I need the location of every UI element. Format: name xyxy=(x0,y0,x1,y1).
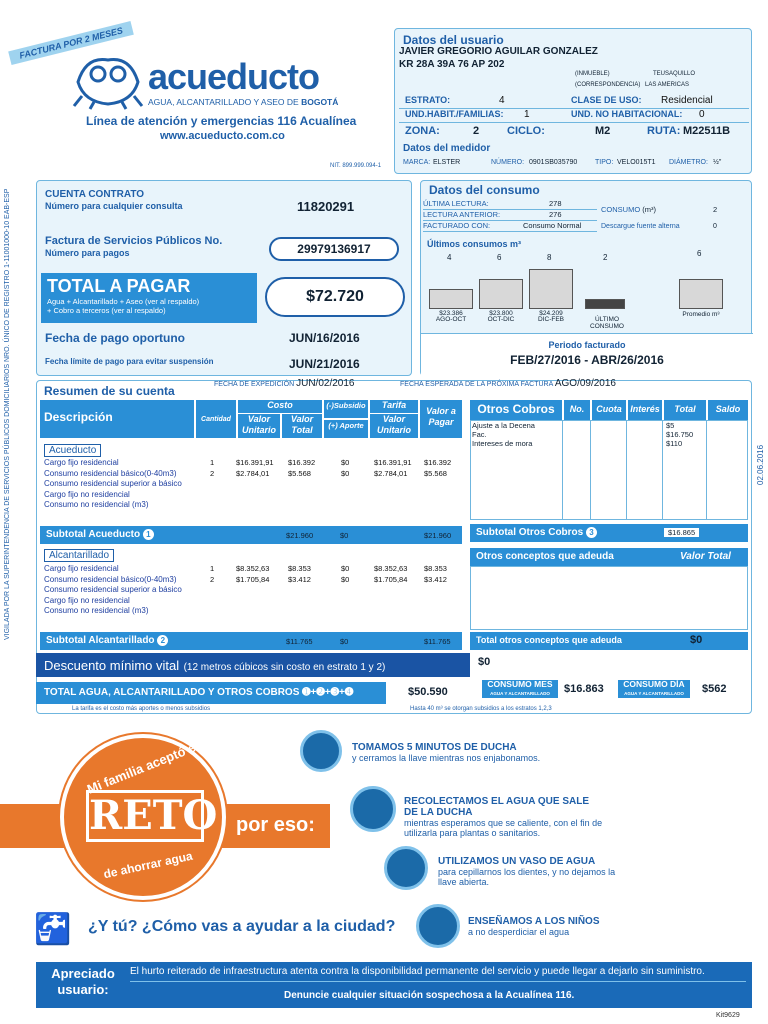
descuento-bar xyxy=(36,653,470,677)
item-label: Cargo fijo no residencial xyxy=(44,489,130,499)
pago-date: JUN/16/2016 xyxy=(289,331,360,345)
cell-value: $5.568 xyxy=(288,468,311,478)
subtotal-alcantarillado xyxy=(40,632,462,650)
und-nohab-label: UND. NO HABITACIONAL: xyxy=(571,109,683,119)
otros-values xyxy=(666,421,693,448)
consumo-mes-label: CONSUMO MES xyxy=(487,679,553,689)
subtotal-acueducto xyxy=(40,526,462,544)
clase-value: Residencial xyxy=(661,95,713,106)
corr-value: LAS AMERICAS xyxy=(645,82,690,88)
chart-category-label: DIC-FEB xyxy=(538,316,564,323)
por-eso: por eso: xyxy=(236,814,315,836)
consumo-mes-sub: AGUA Y ALCANTARILLADO xyxy=(490,691,550,696)
consumption-chart xyxy=(421,249,753,333)
acueducto-items xyxy=(44,458,182,511)
account-panel xyxy=(36,180,412,376)
user-address: KR 28A 39A 76 AP 202 xyxy=(399,59,505,70)
cell-value: $3.412 xyxy=(424,574,447,584)
zona-label: ZONA: xyxy=(405,125,440,137)
otros-item: Ajuste a la Decena xyxy=(472,421,535,430)
cell-value: $3.412 xyxy=(288,574,311,584)
proxima-label: FECHA ESPERADA DE LA PRÓXIMA FACTURA xyxy=(400,381,553,388)
factura-number: 29979136917 xyxy=(269,237,399,261)
subtotal-otros-value: $16.865 xyxy=(664,528,699,537)
total-sub1: Agua + Alcantarillado + Aseo (ver al respaldo) xyxy=(47,297,200,306)
cell-value: $0 xyxy=(341,564,350,573)
subsidio-note: Hasta 40 m³ se otorgan subsidios a los estratos 1,2,3 xyxy=(410,706,552,712)
ruta-label: RUTA: xyxy=(647,125,681,137)
limite-label: Fecha límite de pago para evitar suspensión xyxy=(45,357,214,366)
chart-value-label: 6 xyxy=(497,253,502,262)
ciclo-value: M2 xyxy=(595,125,611,137)
chart-category-label: ÚLTIMO CONSUMO xyxy=(590,316,624,330)
brand-name: acueducto xyxy=(148,56,320,97)
cell-value: $16.392 xyxy=(424,458,452,467)
col-saldo: Saldo xyxy=(708,400,748,420)
otros-items xyxy=(472,421,535,448)
total-cobros-value: $50.590 xyxy=(408,686,448,698)
col-interes: Interés xyxy=(628,400,662,420)
consumo-dia-value: $562 xyxy=(702,683,727,695)
cell-value: $8.352,63 xyxy=(236,564,270,573)
consumo-title: Datos del consumo xyxy=(429,183,540,197)
periodo-label: Periodo facturado xyxy=(548,340,626,350)
valor-total-label: Valor Total xyxy=(680,551,731,562)
item-label: Consumo residencial superior a básico xyxy=(44,479,182,488)
chart-category-label: Promedio m³ xyxy=(682,311,720,318)
facturado-value: Consumo Normal xyxy=(523,221,582,230)
total-sub2: + Cobro a terceros (ver al respaldo) xyxy=(47,306,166,315)
subtotal-otros xyxy=(470,524,748,542)
tip-3: UTILIZAMOS UN VASO DE AGUA para cepillarnos los dientes, y no dejamos la llave abierta. xyxy=(438,856,616,887)
total-label: TOTAL A PAGAR xyxy=(47,276,191,296)
anterior-value: 276 xyxy=(549,210,562,219)
col-tarifa: Tarifa xyxy=(370,400,418,413)
cell-value: $1.705,84 xyxy=(236,574,270,584)
col-otros-cobros: Otros Cobros xyxy=(470,400,562,420)
consumo-dia-sub: AGUA Y ALCANTARILLADO xyxy=(624,691,684,696)
consumo-mes-value: $16.863 xyxy=(564,683,604,695)
corr-label: (CORRESPONDENCIA) xyxy=(575,82,641,88)
item-label: Consumo no residencial (m3) xyxy=(44,500,149,509)
shower-icon xyxy=(300,730,342,772)
circles-sum-icon: ➊+➋+➌+➍ xyxy=(302,687,354,698)
facturado-label: FACTURADO CON: xyxy=(423,221,491,230)
und-hab-value: 1 xyxy=(524,109,530,120)
descargue-label: Descargue fuente alterna xyxy=(601,223,680,230)
item-label: Cargo fijo no residencial xyxy=(44,595,130,605)
proxima-date: AGO/09/2016 xyxy=(554,378,616,389)
ultima-label: ÚLTIMA LECTURA: xyxy=(423,199,489,208)
alcantarillado-items xyxy=(44,564,182,617)
col-costo-vu: Valor Unitario xyxy=(238,414,280,438)
expedicion-label: FECHA DE EXPEDICIÓN xyxy=(214,381,295,388)
descargue-value: 0 xyxy=(713,223,717,230)
col-total: Total xyxy=(664,400,706,420)
anterior-label: LECTURA ANTERIOR: xyxy=(423,210,501,219)
sub-acu-vt: $21.960 xyxy=(286,531,314,540)
total-cobros-label: TOTAL AGUA, ALCANTARILLADO Y OTROS COBROS xyxy=(44,687,300,698)
frog-logo-icon xyxy=(72,52,144,110)
chart-bar xyxy=(479,279,523,309)
cell-value: $8.353 xyxy=(424,564,447,573)
otros-value: $110 xyxy=(666,439,683,448)
numero-label: NÚMERO: xyxy=(491,159,525,166)
descuento-label: Descuento mínimo vital xyxy=(44,658,180,673)
footer-msg: El hurto reiterado de infraestructura atenta contra la disponibilidad permanente del servicio y puede llegar a dejarlo sin suministro. xyxy=(130,966,746,982)
diametro-value: ½" xyxy=(713,159,722,166)
consumo-unit: (m³) xyxy=(642,205,657,214)
col-aporte: (+) Aporte xyxy=(324,420,368,438)
consumo-dia-box xyxy=(618,680,690,698)
cuenta-sub: Número para cualquier consulta xyxy=(45,201,183,211)
total-cobros-bar xyxy=(36,682,386,704)
col-valor-pagar: Valor a Pagar xyxy=(420,400,462,438)
sub-acu-ap: $0 xyxy=(340,531,349,540)
und-nohab-value: 0 xyxy=(699,109,705,120)
cell-value: 1 xyxy=(210,458,215,467)
brand-tagline: AGUA, ALCANTARILLADO Y ASEO DE BOGOTÁ xyxy=(148,97,339,107)
acueducto-section: Acueducto xyxy=(44,444,101,457)
item-label: Consumo residencial superior a básico xyxy=(44,585,182,594)
pago-label: Fecha de pago oportuno xyxy=(45,331,185,345)
chart-bar xyxy=(585,299,625,309)
diametro-label: DIÁMETRO: xyxy=(669,159,708,166)
sub-alc-vp: $11.765 xyxy=(424,637,451,646)
chart-amount-label: $23.386 xyxy=(439,310,463,317)
chart-value-label: 2 xyxy=(603,253,608,262)
item-label: Consumo residencial básico(0-40m3) xyxy=(44,574,177,584)
estrato-label: ESTRATO: xyxy=(405,95,451,105)
col-cuota: Cuota xyxy=(592,400,626,420)
cell-value: 2 xyxy=(210,574,215,584)
col-costo: Costo xyxy=(238,400,322,413)
col-costo-vt: Valor Total xyxy=(282,414,322,438)
cell-value: $0 xyxy=(341,574,350,584)
reto-top-text: Mi familia aceptó el xyxy=(84,738,202,797)
subtotal-acueducto-label: Subtotal Acueducto xyxy=(46,529,141,540)
chart-amount-label: $24.209 xyxy=(539,310,563,317)
side-legal-text: VIGILADA POR LA SUPERINTENDENCIA DE SERVICIOS PÚBLICOS DOMICILIARIOS NRO. ÚNICO DE REGISTRO 1-11001000-10 EAB-ESP xyxy=(4,188,11,640)
periodo-value: FEB/27/2016 - ABR/26/2016 xyxy=(510,353,664,367)
ultima-value: 278 xyxy=(549,199,562,208)
side-date: 02.06.2016 xyxy=(756,444,765,485)
chart-category-label: OCT-DIC xyxy=(487,316,515,323)
inmueble-value: TEUSAQUILLO xyxy=(653,71,696,77)
cell-value: $8.353 xyxy=(288,564,311,573)
user-name: JAVIER GREGORIO AGUILAR GONZALEZ xyxy=(399,46,598,57)
limite-date: JUN/21/2016 xyxy=(289,357,360,371)
item-label: Consumo no residencial (m3) xyxy=(44,606,149,615)
chart-value-label: 8 xyxy=(547,253,552,262)
brand-city: BOGOTÁ xyxy=(301,97,339,107)
marca-label: MARCA: xyxy=(403,159,431,166)
chart-amount-label: $23.800 xyxy=(489,310,513,317)
factura-sub: Número para pagos xyxy=(45,248,130,258)
consumo-value: 2 xyxy=(713,205,718,214)
tarifa-note: La tarifa es el costo más aportes o menos subsidios xyxy=(72,706,211,712)
und-hab-label: UND.HABIT./FAMILIAS: xyxy=(405,109,504,119)
subtotal-otros-label: Subtotal Otros Cobros xyxy=(476,527,584,538)
reto-word: RETO xyxy=(86,790,204,842)
expedicion-date: JUN/02/2016 xyxy=(296,378,355,389)
user-panel xyxy=(394,28,752,174)
conceptos-header xyxy=(470,548,748,566)
cell-value: 2 xyxy=(210,468,215,478)
ruta-value: M22511B xyxy=(683,125,731,137)
otros-value: $16.750 xyxy=(666,430,694,439)
item-label: Consumo residencial básico(0-40m3) xyxy=(44,468,177,478)
ciclo-label: CICLO: xyxy=(507,125,545,137)
cell-value: 1 xyxy=(210,564,215,573)
col-tarifa-vu: Valor Unitario xyxy=(370,414,418,438)
item-label: Cargo fijo residencial xyxy=(44,458,119,467)
conceptos-title: Otros conceptos que adeuda xyxy=(476,551,614,562)
estrato-value: 4 xyxy=(499,95,505,106)
total-conceptos xyxy=(470,632,748,650)
descuento-note: (12 metros cúbicos sin costo en estrato 1 y 2) xyxy=(183,662,386,673)
clase-label: CLASE DE USO: xyxy=(571,95,642,105)
item-label: Cargo fijo residencial xyxy=(44,564,119,573)
col-subsidio: (-)Subsidio xyxy=(324,400,368,418)
tip-1: TOMAMOS 5 MINUTOS DE DUCHA y cerramos la llave mientras nos enjabonamos. xyxy=(352,742,541,763)
denuncie: Denuncie cualquier situación sospechosa a la Acualínea 116. xyxy=(284,990,575,1001)
circle-1-icon: 1 xyxy=(143,529,154,540)
cell-value: $16.391,91 xyxy=(236,458,274,467)
cell-value: $1.705,84 xyxy=(374,574,408,584)
sub-acu-vp: $21.960 xyxy=(424,531,452,540)
subtotal-alcantarillado-label: Subtotal Alcantarillado xyxy=(46,635,155,646)
cuenta-label: CUENTA CONTRATO xyxy=(45,189,145,200)
apreciado-label: Apreciado usuario: xyxy=(51,966,115,997)
faucet-icon: 🚰 xyxy=(34,913,72,946)
bucket-icon xyxy=(350,786,396,832)
chart-bar xyxy=(429,289,473,309)
tip-4: ENSEÑAMOS A LOS NIÑOS a no desperdiciar el agua xyxy=(468,916,600,937)
sub-alc-vt: $11.765 xyxy=(286,637,313,646)
reto-bottom-text: de ahorrar agua xyxy=(102,848,194,882)
descuento-value: $0 xyxy=(478,656,491,668)
invoice-period-ribbon: FACTURA POR 2 MESES xyxy=(8,21,134,65)
otros-item: Fac. xyxy=(472,430,487,439)
consumo-dia-label: CONSUMO DÍA xyxy=(623,679,685,689)
chart-category-label: AGO-OCT xyxy=(435,316,467,323)
kit-code: Kit9629 xyxy=(716,1012,740,1019)
cell-value: $0 xyxy=(341,458,350,467)
website-link[interactable]: www.acueducto.com.co xyxy=(160,130,285,142)
cell-value: $5.568 xyxy=(424,468,447,478)
marca-value: ELSTER xyxy=(433,159,461,166)
factura-label: Factura de Servicios Públicos No. xyxy=(45,235,223,247)
chart-bar xyxy=(529,269,573,309)
col-no: No. xyxy=(564,400,590,420)
user-title: Datos del usuario xyxy=(403,33,504,47)
cuenta-number: 11820291 xyxy=(297,199,355,214)
total-amount: $72.720 xyxy=(265,277,405,317)
chart-value-label: 4 xyxy=(447,253,452,262)
children-icon xyxy=(416,904,460,948)
question: ¿Y tú? ¿Cómo vas a ayudar a la ciudad? xyxy=(88,918,396,935)
ultimos-title: Últimos consumos m³ xyxy=(427,239,522,249)
hotline: Línea de atención y emergencias 116 Acualínea xyxy=(86,114,357,128)
numero-value: 0901SB035790 xyxy=(529,159,578,166)
col-cantidad: Cantidad xyxy=(196,400,236,438)
chart-bar xyxy=(679,279,723,309)
alcantarillado-section: Alcantarillado xyxy=(44,549,114,562)
resumen-title: Resumen de su cuenta xyxy=(44,384,175,398)
nit: NIT. 899.999.094-1 xyxy=(330,163,382,169)
total-conceptos-value: $0 xyxy=(690,634,703,646)
col-descripcion: Descripción xyxy=(40,400,194,438)
cell-value: $16.391,91 xyxy=(374,458,412,467)
consumo-panel xyxy=(420,180,752,376)
inmueble-label: (INMUEBLE) xyxy=(575,71,610,77)
otros-value: $5 xyxy=(666,421,675,430)
circle-2-icon: 2 xyxy=(157,635,168,646)
zona-value: 2 xyxy=(473,125,480,137)
chart-value-label: 6 xyxy=(697,249,702,258)
cell-value: $0 xyxy=(341,468,350,478)
consumo-mes-box xyxy=(482,680,558,698)
cell-value: $2.784,01 xyxy=(374,468,408,478)
tipo-label: TIPO: xyxy=(595,159,614,166)
medidor-title: Datos del medidor xyxy=(403,143,491,154)
cell-value: $8.352,63 xyxy=(374,564,408,573)
total-conceptos-label: Total otros conceptos que adeuda xyxy=(476,635,622,645)
tipo-value: VELO015T1 xyxy=(617,159,656,166)
consumo-label: CONSUMO xyxy=(601,205,641,214)
glass-icon xyxy=(384,846,428,890)
cell-value: $2.784,01 xyxy=(236,468,270,478)
circle-3-icon: 3 xyxy=(586,527,597,538)
sub-alc-ap: $0 xyxy=(340,637,349,646)
otros-item: Intereses de mora xyxy=(472,439,533,448)
cell-value: $16.392 xyxy=(288,458,316,467)
tip-2: RECOLECTAMOS EL AGUA QUE SALE DE LA DUCHA mientras esperamos que se caliente, con el fin de utilizarla para plantas o sanitarios. xyxy=(404,796,603,838)
